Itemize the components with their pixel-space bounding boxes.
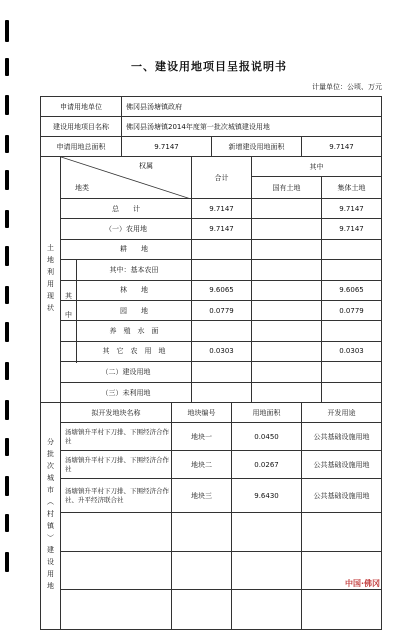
plot-row	[61, 479, 381, 513]
land-row-state	[251, 362, 321, 381]
land-row-state	[251, 281, 321, 300]
page-title: 一、建设用地项目呈报说明书	[131, 60, 287, 73]
land-row-total	[191, 383, 251, 403]
land-header	[61, 157, 381, 199]
project-label: 建设用地项目名称	[53, 122, 109, 131]
binder-mark	[5, 170, 9, 190]
land-row-label: 总 计	[112, 204, 140, 213]
plot-area-header: 用地面积	[231, 403, 301, 422]
applicant-label: 申请用地单位	[60, 102, 102, 111]
land-row	[61, 342, 381, 362]
land-class-header: 地类	[75, 184, 89, 192]
among-side-label: 其中	[61, 259, 77, 363]
land-row-total	[191, 321, 251, 340]
empty-cell	[231, 590, 301, 629]
report-table	[40, 96, 382, 630]
land-row-total: 0.0779	[191, 301, 251, 320]
land-row-label: 耕 地	[120, 245, 148, 254]
land-row	[61, 240, 381, 260]
area-row	[41, 137, 381, 157]
plot-use-header: 开发用途	[301, 403, 381, 422]
empty-cell	[301, 513, 381, 551]
total-area-value: 9.7147	[121, 137, 211, 156]
land-row-label: 养 殖 水 面	[109, 327, 159, 336]
land-row-collective: 9.7147	[321, 219, 381, 238]
land-row-collective: 0.0779	[321, 301, 381, 320]
binder-mark	[5, 514, 9, 532]
binder-mark	[5, 286, 9, 304]
plot-row-code: 地块三	[171, 479, 231, 512]
total-header: 合计	[191, 157, 251, 198]
project-value: 佛冈县汤塘镇2014年度第一批次城镇建设用地	[121, 117, 381, 136]
land-row-collective: 0.0303	[321, 342, 381, 361]
plot-row-empty	[61, 590, 381, 629]
plot-name-header: 拟开发地块名称	[91, 408, 141, 417]
among-header: 其中	[251, 157, 381, 177]
plot-row-area: 9.6430	[231, 479, 301, 512]
plot-side-label: 分批次城市（村镇）建设用地	[41, 403, 61, 629]
land-row	[61, 199, 381, 219]
empty-cell	[171, 513, 231, 551]
collective-land-header: 集体土地	[321, 177, 381, 199]
plot-row	[61, 423, 381, 451]
unit-note: 计量单位：公顷、万元	[312, 83, 382, 91]
land-row	[61, 281, 381, 301]
land-row-collective: 9.6065	[321, 281, 381, 300]
plot-row-name: 汤塘镇升平村下刀排、下围经济合作社、升平经济联合社	[65, 486, 169, 504]
land-use-block	[41, 157, 381, 403]
plot-row-name: 汤塘镇升平村下刀排、下围经济合作社	[65, 455, 169, 473]
binder-mark	[5, 362, 9, 380]
plot-row-code: 地块一	[171, 423, 231, 450]
land-row-state	[251, 301, 321, 320]
land-row-collective	[321, 321, 381, 340]
plot-row-empty	[61, 552, 381, 591]
empty-cell	[171, 552, 231, 590]
binder-mark	[5, 322, 9, 342]
binder-mark	[5, 210, 9, 228]
land-row-state	[251, 321, 321, 340]
land-row-total: 9.7147	[191, 199, 251, 218]
land-row-collective	[321, 362, 381, 381]
plot-block	[41, 403, 381, 629]
empty-cell	[301, 590, 381, 629]
land-row-total	[191, 362, 251, 381]
land-row-collective	[321, 383, 381, 403]
binder-mark	[5, 246, 9, 266]
empty-cell	[171, 590, 231, 629]
binder-mark	[5, 135, 9, 153]
land-row	[61, 362, 381, 382]
plot-row-use: 公共基础设施用地	[301, 479, 381, 512]
land-row-total: 9.6065	[191, 281, 251, 300]
land-row-label: （二）建设用地	[101, 367, 151, 376]
total-area-label: 申请用地总面积	[56, 142, 106, 151]
plot-row-area: 0.0450	[231, 423, 301, 450]
land-row	[61, 383, 381, 403]
land-row-total	[191, 240, 251, 259]
empty-cell	[231, 552, 301, 590]
binder-mark	[5, 438, 9, 456]
plot-row-name: 汤塘镇升平村下刀排、下围经济合作社	[65, 427, 169, 445]
plot-row-code: 地块二	[171, 451, 231, 478]
land-row-collective: 9.7147	[321, 199, 381, 218]
land-use-side-label: 土地利用现状	[41, 157, 61, 402]
binder-mark	[5, 20, 9, 42]
land-row-label: 其中：基本农田	[109, 265, 159, 274]
land-row-state	[251, 260, 321, 279]
land-row-label: （一）农用地	[105, 225, 147, 234]
state-land-header: 国有土地	[251, 177, 321, 199]
land-row-state	[251, 199, 321, 218]
plot-row-use: 公共基础设施用地	[301, 423, 381, 450]
applicant-row	[41, 97, 381, 117]
plot-row	[61, 451, 381, 479]
land-row-collective	[321, 260, 381, 279]
ownership-header: 权属	[139, 162, 153, 170]
land-row-label: 园 地	[120, 306, 148, 315]
watermark-logo: 中国·佛冈	[345, 579, 381, 588]
land-row-total: 0.0303	[191, 342, 251, 361]
land-row-total	[191, 260, 251, 279]
binder-mark	[5, 476, 9, 496]
land-row	[61, 260, 381, 280]
plot-row-use: 公共基础设施用地	[301, 451, 381, 478]
applicant-value: 佛冈县汤塘镇政府	[121, 97, 381, 116]
new-area-label: 新增建设用地面积	[211, 137, 301, 156]
land-row-state	[251, 219, 321, 238]
new-area-value: 9.7147	[301, 137, 381, 156]
project-row	[41, 117, 381, 137]
land-row	[61, 219, 381, 239]
land-row	[61, 321, 381, 341]
land-row-label: （三）未利用地	[101, 388, 151, 397]
plot-code-header: 地块编号	[171, 403, 231, 422]
land-row-state	[251, 240, 321, 259]
binder-mark	[5, 400, 9, 420]
plot-row-empty	[61, 513, 381, 552]
land-row-state	[251, 342, 321, 361]
land-row-state	[251, 383, 321, 403]
land-row	[61, 301, 381, 321]
land-row-collective	[321, 240, 381, 259]
land-row-label: 其 它 农 用 地	[102, 347, 166, 356]
plot-row-area: 0.0267	[231, 451, 301, 478]
binder-mark	[5, 95, 9, 115]
land-row-label: 林 地	[120, 286, 148, 295]
land-row-total: 9.7147	[191, 219, 251, 238]
binder-mark	[5, 552, 9, 572]
empty-cell	[231, 513, 301, 551]
plot-header	[61, 403, 381, 423]
